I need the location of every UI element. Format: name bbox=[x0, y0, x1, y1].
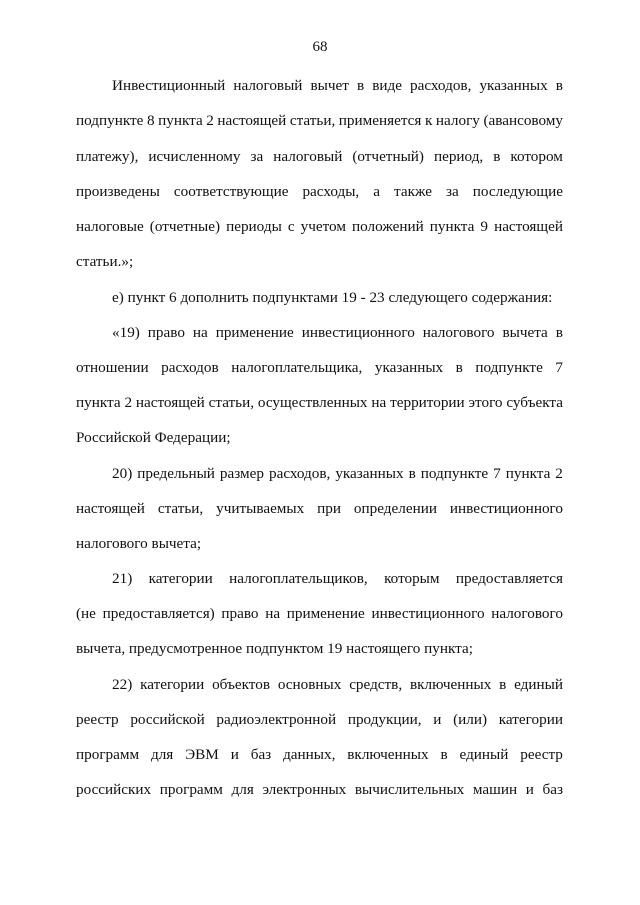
word: в bbox=[555, 77, 563, 94]
word: указанных bbox=[479, 77, 548, 94]
word: а bbox=[373, 183, 380, 200]
word: в bbox=[499, 676, 507, 693]
word: налогоплательщика, bbox=[231, 359, 363, 376]
word: в bbox=[555, 324, 563, 341]
word: программ bbox=[76, 746, 140, 763]
word: (отчетный) bbox=[352, 148, 424, 165]
word: настоящей bbox=[217, 112, 287, 129]
word: и bbox=[433, 711, 442, 728]
text-line bbox=[76, 780, 563, 800]
word: налоговый bbox=[233, 77, 303, 94]
word: электронных bbox=[262, 781, 347, 798]
word: в bbox=[408, 465, 416, 482]
word: налогоплательщиков, bbox=[229, 570, 368, 587]
word: категории bbox=[148, 570, 213, 587]
word: вычислительных bbox=[354, 781, 465, 798]
word: баз bbox=[250, 746, 272, 763]
word: размер bbox=[219, 465, 264, 482]
word: расходов, bbox=[268, 465, 331, 482]
word: котором bbox=[510, 148, 563, 165]
word: территории bbox=[390, 394, 465, 411]
word: в bbox=[356, 77, 365, 94]
text-line bbox=[112, 569, 563, 589]
word: подпункте bbox=[420, 465, 489, 482]
word: предоставляется) bbox=[102, 605, 215, 622]
word: период, bbox=[433, 148, 484, 165]
word: статьи, bbox=[157, 500, 204, 517]
word: применение bbox=[286, 605, 365, 622]
word: пункта bbox=[429, 218, 475, 235]
word: 21) bbox=[112, 570, 133, 587]
word: право bbox=[221, 605, 259, 622]
word: пункта bbox=[505, 465, 551, 482]
word: на bbox=[371, 394, 387, 411]
word: (авансовому bbox=[483, 112, 563, 129]
word: 2 bbox=[206, 112, 214, 129]
word: в bbox=[440, 746, 448, 763]
word: ЭВМ bbox=[185, 746, 219, 763]
word: вычета bbox=[502, 324, 548, 341]
word: российской bbox=[130, 711, 205, 728]
word: статьи, bbox=[289, 112, 336, 129]
word: отношении bbox=[76, 359, 149, 376]
text-line: е) пункт 6 дополнить подпунктами 19 - 23 следующего содержания: bbox=[112, 289, 553, 306]
word: 7 bbox=[493, 465, 501, 482]
word: применение bbox=[215, 324, 294, 341]
word: инвестиционного bbox=[301, 324, 415, 341]
word: при bbox=[317, 500, 341, 517]
word: 2 bbox=[555, 465, 563, 482]
word: положений bbox=[352, 218, 424, 235]
word: в bbox=[493, 148, 501, 165]
word: и bbox=[525, 781, 534, 798]
text-line bbox=[76, 393, 563, 413]
word: произведены bbox=[76, 183, 160, 200]
word: учетом bbox=[300, 218, 346, 235]
text-line bbox=[112, 76, 563, 96]
word: и bbox=[230, 746, 239, 763]
word: предельный bbox=[137, 465, 215, 482]
word: инвестиционного bbox=[371, 605, 485, 622]
text-line bbox=[76, 111, 563, 131]
text-line: налогового вычета; bbox=[76, 535, 202, 552]
word: расходы, bbox=[302, 183, 360, 200]
word: 22) bbox=[112, 676, 133, 693]
word: единый bbox=[459, 746, 509, 763]
word: единый bbox=[514, 676, 563, 693]
word: 20) bbox=[112, 465, 133, 482]
word: для bbox=[150, 746, 174, 763]
text-line bbox=[76, 499, 563, 519]
word: 8 bbox=[146, 112, 155, 129]
word: учитываемых bbox=[216, 500, 305, 517]
word: настоящей bbox=[135, 394, 205, 411]
word: средств, bbox=[349, 676, 403, 693]
word: включенных bbox=[409, 676, 492, 693]
word: предоставляется bbox=[455, 570, 563, 587]
word: 7 bbox=[555, 359, 563, 376]
text-line bbox=[76, 358, 563, 378]
page-number: 68 bbox=[312, 39, 328, 55]
word: субъекта bbox=[506, 394, 563, 411]
word: налогового bbox=[491, 605, 563, 622]
word: подпункте bbox=[76, 112, 144, 129]
word: за bbox=[446, 183, 459, 200]
word: реестр bbox=[76, 711, 119, 728]
word: (не bbox=[76, 605, 96, 622]
word: соответствующие bbox=[173, 183, 289, 200]
word: в bbox=[455, 359, 463, 376]
word: этого bbox=[468, 394, 503, 411]
word: настоящей bbox=[76, 500, 145, 517]
text-line: вычета, предусмотренное подпунктом 19 настоящего пункта; bbox=[76, 640, 473, 657]
word: расходов, bbox=[410, 77, 472, 94]
word: периоды bbox=[226, 218, 282, 235]
word: последующие bbox=[472, 183, 563, 200]
word: настоящей bbox=[494, 218, 563, 235]
word: налогу bbox=[435, 112, 480, 129]
word: налоговые bbox=[76, 218, 144, 235]
word: баз bbox=[542, 781, 563, 798]
word: (или) bbox=[453, 711, 488, 728]
word: (отчетные) bbox=[149, 218, 221, 235]
word: реестр bbox=[520, 746, 563, 763]
text-line bbox=[112, 464, 563, 484]
text-line bbox=[76, 182, 563, 202]
word: которым bbox=[384, 570, 440, 587]
text-line bbox=[76, 710, 563, 730]
word: виде bbox=[372, 77, 402, 94]
word: 2 bbox=[124, 394, 133, 411]
text-line bbox=[76, 604, 563, 624]
word: «19) bbox=[112, 324, 140, 341]
word: с bbox=[287, 218, 295, 235]
word: Инвестиционный bbox=[112, 77, 226, 94]
word: осуществленных bbox=[257, 394, 368, 411]
word: налоговый bbox=[273, 148, 343, 165]
word: категории bbox=[140, 676, 205, 693]
word: на bbox=[192, 324, 208, 341]
word: основных bbox=[277, 676, 342, 693]
word: включенных bbox=[347, 746, 429, 763]
word: за bbox=[250, 148, 264, 165]
word: 9 bbox=[480, 218, 489, 235]
word: машин bbox=[472, 781, 518, 798]
text-line bbox=[76, 745, 563, 765]
text-line bbox=[76, 147, 563, 167]
word: платежу), bbox=[76, 148, 139, 165]
text-line: Российской Федерации; bbox=[76, 429, 231, 446]
word: также bbox=[394, 183, 432, 200]
text-line bbox=[112, 323, 563, 343]
word: радиоэлектронной bbox=[216, 711, 337, 728]
text-line: статьи.»; bbox=[76, 253, 134, 270]
text-line bbox=[76, 217, 563, 237]
word: пункта bbox=[76, 394, 121, 411]
word: право bbox=[147, 324, 185, 341]
word: объектов bbox=[212, 676, 270, 693]
word: инвестиционного bbox=[449, 500, 563, 517]
word: вычет bbox=[310, 77, 349, 94]
word: определении bbox=[353, 500, 437, 517]
text-line bbox=[112, 675, 563, 695]
word: исчисленному bbox=[148, 148, 241, 165]
word: продукции, bbox=[347, 711, 422, 728]
word: статьи, bbox=[208, 394, 255, 411]
word: указанных bbox=[335, 465, 404, 482]
word: подпункте bbox=[475, 359, 543, 376]
word: указанных bbox=[374, 359, 444, 376]
word: российских bbox=[76, 781, 152, 798]
word: категории bbox=[498, 711, 563, 728]
word: пункта bbox=[158, 112, 203, 129]
word: на bbox=[265, 605, 281, 622]
word: к bbox=[424, 112, 433, 129]
word: применяется bbox=[338, 112, 422, 129]
word: программ bbox=[159, 781, 223, 798]
word: расходов bbox=[161, 359, 219, 376]
word: данных, bbox=[283, 746, 336, 763]
word: налогового bbox=[422, 324, 495, 341]
word: для bbox=[231, 781, 254, 798]
